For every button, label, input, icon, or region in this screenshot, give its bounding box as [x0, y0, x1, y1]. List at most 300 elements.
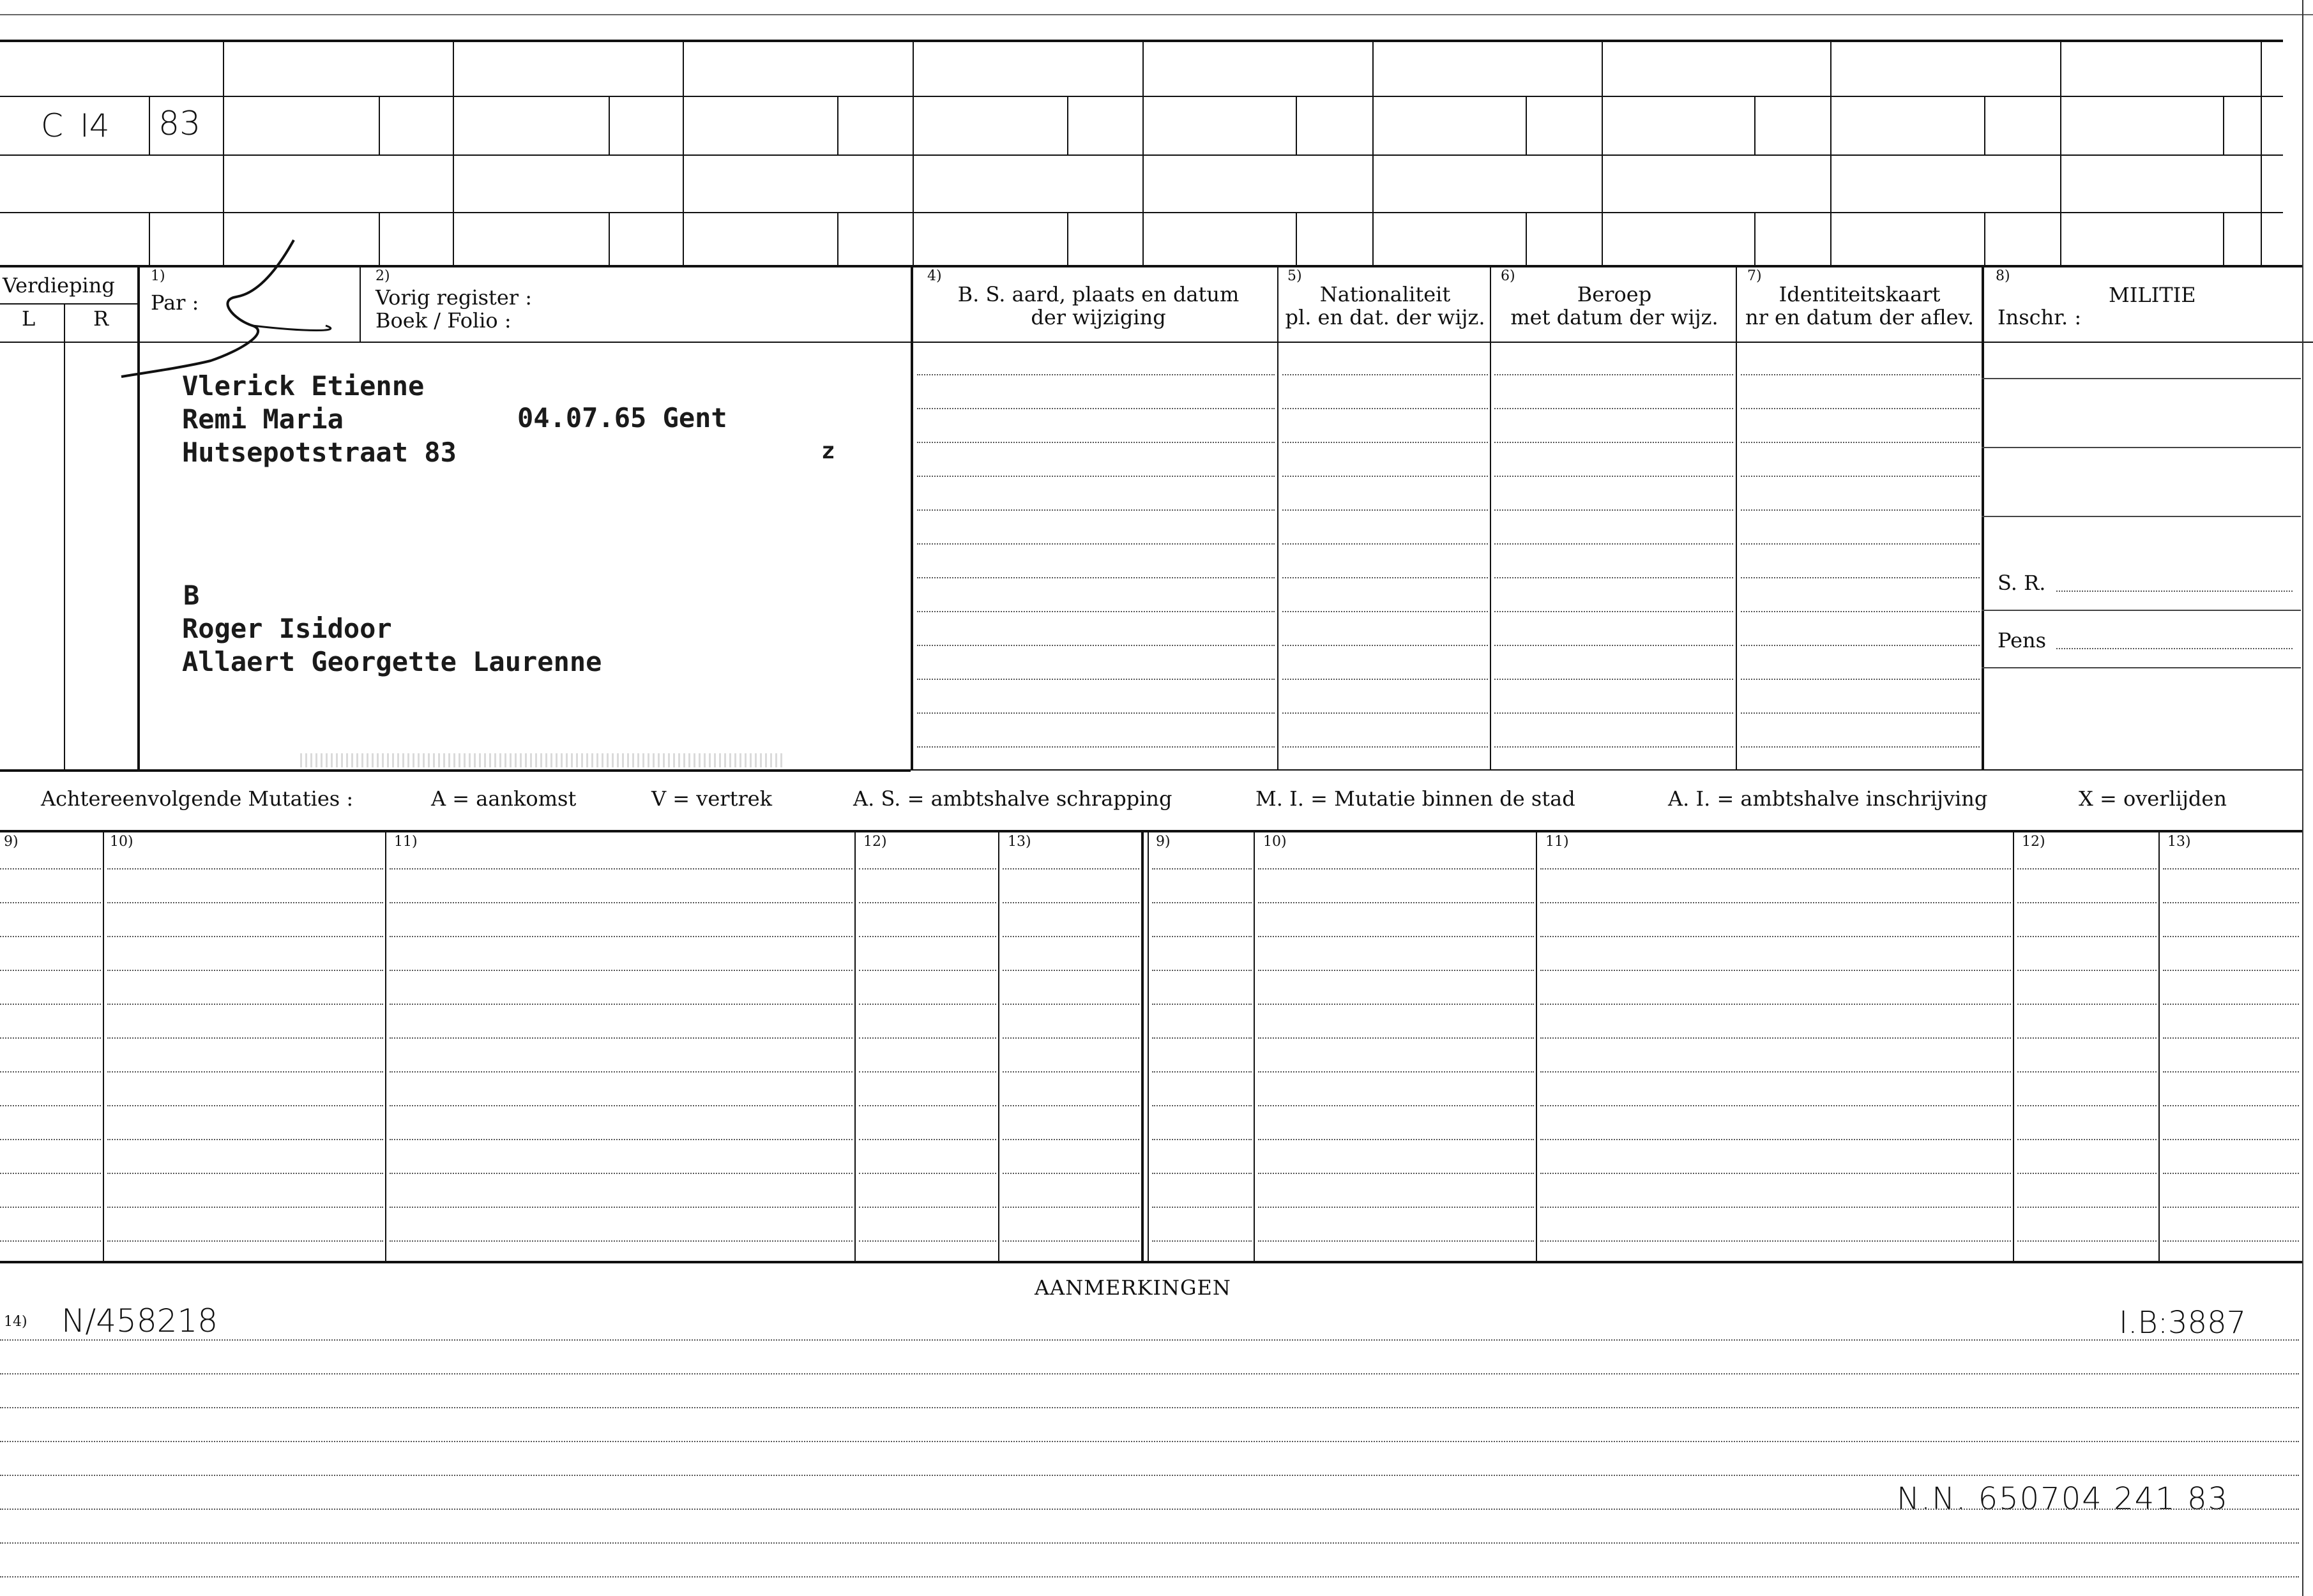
dotted-rule [390, 936, 853, 937]
dotted-rule [2163, 1071, 2299, 1073]
dotted-rule [1258, 1207, 1534, 1208]
top-grid-tick [1526, 212, 1527, 265]
dotted-rule [1152, 970, 1252, 971]
top-grid-tick [1754, 212, 1756, 265]
dotted-rule [1494, 645, 1733, 646]
dotted-rule [1494, 408, 1733, 409]
code-letter: C [41, 107, 63, 144]
dotted-rule [1258, 1105, 1534, 1106]
mut-col-divider [2158, 830, 2160, 1261]
mut-col-10-left: 10) [110, 834, 133, 850]
dotted-rule [107, 1139, 383, 1140]
mother-name: Allaert Georgette Laurenne [182, 646, 602, 677]
dotted-rule [1494, 442, 1733, 443]
mut-col-divider [1254, 830, 1255, 1261]
mut-col-divider [385, 830, 386, 1261]
dotted-rule [2163, 1037, 2299, 1039]
code-number: I4 [80, 107, 110, 144]
dotted-rule [0, 1542, 2299, 1544]
dotted-rule [859, 868, 996, 870]
dotted-rule [390, 902, 853, 903]
dotted-rule [1741, 679, 1980, 680]
col1-label: Par : [151, 290, 199, 315]
dotted-rule [1258, 1240, 1534, 1242]
dotted-rule [1152, 1004, 1252, 1005]
col6-label [1492, 283, 1737, 329]
dotted-rule [1152, 1173, 1252, 1174]
mut-col-divider [2013, 830, 2014, 1261]
militie-pens-label: Pens [1998, 628, 2047, 652]
dotted-rule [917, 611, 1275, 612]
remarks-title: AANMERKINGEN [1035, 1276, 1231, 1300]
dotted-rule [1152, 868, 1252, 870]
top-grid-vline [1142, 40, 1144, 265]
dotted-rule [1003, 868, 1139, 870]
top-grid-tick [1067, 212, 1068, 265]
dotted-rule [2017, 1139, 2157, 1140]
dotted-rule [0, 1139, 101, 1140]
dotted-rule [1003, 1207, 1139, 1208]
mut-center-divider [1141, 830, 1144, 1261]
dotted-rule [0, 1475, 2299, 1476]
dotted-rule [1494, 476, 1733, 477]
dotted-rule [1152, 902, 1252, 903]
dotted-rule [1540, 1139, 2011, 1140]
top-edge-line [0, 14, 2313, 15]
dotted-rule [1282, 577, 1488, 578]
dotted-rule [1282, 408, 1488, 409]
dotted-rule [2163, 936, 2299, 937]
top-grid-vline [223, 40, 224, 265]
dotted-rule [917, 712, 1275, 714]
dotted-rule [1741, 746, 1980, 748]
dotted-rule [107, 970, 383, 971]
col1-number: 1) [151, 268, 165, 284]
dotted-rule [1003, 1004, 1139, 1005]
dotted-rule [1494, 712, 1733, 714]
dotted-rule [2163, 1173, 2299, 1174]
militie-line [1982, 378, 2301, 379]
dotted-rule [1741, 712, 1980, 714]
dotted-rule [1494, 679, 1733, 680]
mut-col-divider [998, 830, 999, 1261]
dotted-rule [1282, 611, 1488, 612]
body-bottom-line [911, 769, 2303, 771]
top-grid-tick [1984, 212, 1985, 265]
dotted-rule [1540, 970, 2011, 971]
dotted-rule [1494, 374, 1733, 375]
dotted-rule [917, 543, 1275, 545]
dotted-rule [859, 1071, 996, 1073]
col5-line2: pl. en dat. der wijz. [1285, 305, 1485, 329]
dotted-rule [1494, 543, 1733, 545]
dotted-rule [0, 868, 101, 870]
dotted-rule [1258, 1173, 1534, 1174]
top-grid-vline [1602, 40, 1603, 265]
mutations-bottom-border [0, 1261, 2302, 1263]
person-birth: 04.07.65 Gent [517, 402, 727, 433]
legend-a: A = aankomst [431, 787, 577, 811]
verdieping-label: Verdieping [3, 273, 115, 297]
mut-col-11-right: 11) [1545, 834, 1569, 850]
scan-smudge [300, 753, 785, 767]
dotted-rule [917, 746, 1275, 748]
top-grid-tick [2223, 96, 2224, 154]
top-grid-tick [1067, 96, 1068, 154]
col2-line2: Boek / Folio : [375, 308, 512, 333]
top-grid-vline [913, 40, 914, 265]
dotted-rule [0, 1004, 101, 1005]
mut-col-12-left: 12) [863, 834, 887, 850]
top-grid-tick [149, 96, 150, 154]
mut-col-9-left: 9) [4, 834, 19, 850]
dotted-rule [917, 679, 1275, 680]
top-grid-tick [1754, 96, 1756, 154]
dotted-rule [390, 970, 853, 971]
body-bottom-mid [137, 769, 911, 772]
dotted-rule [390, 1240, 853, 1242]
col6-line2: met datum der wijz. [1510, 305, 1718, 329]
dotted-rule [1003, 970, 1139, 971]
dotted-rule [1003, 1071, 1139, 1073]
dotted-rule [1003, 1105, 1139, 1106]
dotted-rule [390, 1071, 853, 1073]
col2-number: 2) [375, 268, 390, 284]
dotted-rule [0, 1509, 2299, 1510]
dotted-rule [1282, 712, 1488, 714]
dotted-rule [1152, 936, 1252, 937]
dotted-rule [859, 1004, 996, 1005]
dotted-rule [0, 936, 101, 937]
dotted-rule [859, 1173, 996, 1174]
dotted-rule [2017, 1207, 2157, 1208]
dotted-rule [1258, 1037, 1534, 1039]
top-grid-line [0, 154, 2283, 156]
par-scribble-mark [115, 236, 409, 383]
dotted-rule [1258, 1004, 1534, 1005]
militie-line [1982, 516, 2301, 517]
top-grid-vline [2060, 40, 2061, 265]
top-grid-tick [1984, 96, 1985, 154]
body-bottom-left [0, 769, 137, 772]
dotted-rule [0, 1441, 2299, 1442]
dotted-rule [1258, 902, 1534, 903]
col5-number: 5) [1287, 268, 1302, 284]
militie-sr-label: S. R. [1998, 571, 2046, 595]
mut-col-10-right: 10) [1263, 834, 1287, 850]
dotted-rule [2163, 1240, 2299, 1242]
col7-line1: Identiteitskaart [1778, 282, 1941, 306]
militie-line [1982, 610, 2301, 611]
dotted-rule [859, 1037, 996, 1039]
dotted-rule [1741, 408, 1980, 409]
dotted-rule [2163, 868, 2299, 870]
dotted-rule [2163, 902, 2299, 903]
dotted-rule [1258, 868, 1534, 870]
father-name: Roger Isidoor [182, 613, 392, 644]
header-bottom-line [139, 342, 2313, 343]
dotted-rule [1282, 374, 1488, 375]
dotted-rule [2017, 902, 2157, 903]
top-grid-tick [609, 96, 610, 154]
top-grid-line [0, 96, 2283, 97]
top-grid-vline [453, 40, 454, 265]
col2-line1: Vorig register : [375, 285, 533, 310]
col-divider-8 [1982, 265, 1984, 769]
dotted-rule [1152, 1071, 1252, 1073]
top-grid-tick [609, 212, 610, 265]
dotted-rule [1003, 1173, 1139, 1174]
dotted-rule [859, 902, 996, 903]
dotted-rule [1741, 543, 1980, 545]
dotted-rule [2017, 936, 2157, 937]
remarks-reference: N/458218 [61, 1302, 218, 1339]
legend-mi: M. I. = Mutatie binnen de stad [1255, 787, 1575, 811]
legend-ai: A. I. = ambtshalve inschrijving [1668, 787, 1988, 811]
dotted-rule [1741, 577, 1980, 578]
dotted-rule [917, 442, 1275, 443]
dotted-rule [859, 970, 996, 971]
dotted-rule [2163, 1105, 2299, 1106]
dotted-rule [2017, 868, 2157, 870]
dotted-rule [1282, 442, 1488, 443]
dotted-rule [1152, 1037, 1252, 1039]
dotted-rule [1152, 1240, 1252, 1242]
dotted-rule [1282, 746, 1488, 748]
militie-line [1982, 667, 2301, 668]
remarks-national-number: N.N. 650704 241 83 [1897, 1481, 2229, 1517]
dotted-rule [390, 1207, 853, 1208]
mut-col-13-left: 13) [1008, 834, 1031, 850]
dotted-rule [0, 1173, 101, 1174]
top-grid-vline [1830, 40, 1831, 265]
dotted-rule [107, 1240, 383, 1242]
dotted-rule [107, 1037, 383, 1039]
top-grid-tick [1296, 96, 1297, 154]
top-grid-border [0, 40, 2283, 42]
dotted-rule [1741, 611, 1980, 612]
dotted-rule [1282, 645, 1488, 646]
dotted-rule [1540, 1071, 2011, 1073]
dotted-rule [1152, 1139, 1252, 1140]
col8-title: MILITIE [2109, 283, 2196, 307]
dotted-rule [1282, 476, 1488, 477]
dotted-rule [917, 577, 1275, 578]
dotted-rule [859, 1105, 996, 1106]
dotted-rule [2163, 1139, 2299, 1140]
dotted-rule [1494, 509, 1733, 511]
mut-col-11-left: 11) [394, 834, 418, 850]
person-name-line2: Remi Maria [182, 403, 344, 435]
dotted-rule [390, 1173, 853, 1174]
mut-col-13-right: 13) [2167, 834, 2191, 850]
dotted-rule [0, 1339, 2299, 1341]
dotted-rule [1003, 1240, 1139, 1242]
dotted-rule [1741, 509, 1980, 511]
verdieping-r-label: R [93, 306, 109, 331]
col7-line2: nr en datum der aflev. [1745, 305, 1975, 329]
dotted-rule [1741, 476, 1980, 477]
col5-line1: Nationaliteit [1319, 282, 1451, 306]
dotted-rule [1494, 611, 1733, 612]
dotted-rule [1540, 1240, 2011, 1242]
legend-x: X = overlijden [2079, 787, 2227, 811]
person-address: Hutsepotstraat 83 [182, 437, 457, 468]
dotted-rule [0, 1207, 101, 1208]
col8-inschr: Inschr. : [1998, 305, 2082, 329]
top-grid-tick [837, 212, 838, 265]
dotted-rule [107, 1105, 383, 1106]
dotted-rule [1258, 1139, 1534, 1140]
top-grid-vline [683, 40, 684, 265]
militie-pens-line [2056, 648, 2293, 649]
dotted-rule [2017, 1173, 2157, 1174]
dotted-rule [390, 1105, 853, 1106]
dotted-rule [1540, 1037, 2011, 1039]
dotted-rule [0, 1037, 101, 1039]
house-number: 83 [158, 105, 201, 143]
dotted-rule [1540, 902, 2011, 903]
dotted-rule [390, 1004, 853, 1005]
dotted-rule [0, 1576, 2299, 1577]
dotted-rule [859, 1207, 996, 1208]
dotted-rule [0, 970, 101, 971]
col5-label [1280, 283, 1490, 329]
dotted-rule [1282, 509, 1488, 511]
legend-as: A. S. = ambtshalve schrapping [853, 787, 1172, 811]
dotted-rule [1003, 1139, 1139, 1140]
dotted-rule [1258, 936, 1534, 937]
dotted-rule [1741, 374, 1980, 375]
legend-v: V = vertrek [651, 787, 773, 811]
top-grid-tick [2223, 212, 2224, 265]
dotted-rule [107, 902, 383, 903]
dotted-rule [1540, 1207, 2011, 1208]
verdieping-l-label: L [22, 306, 36, 331]
dotted-rule [107, 1071, 383, 1073]
col-divider-5 [1277, 265, 1278, 769]
dotted-rule [107, 1207, 383, 1208]
dotted-rule [1540, 1173, 2011, 1174]
dotted-rule [2017, 1240, 2157, 1242]
dotted-rule [2017, 1071, 2157, 1073]
top-grid-tick [379, 96, 380, 154]
dotted-rule [1152, 1105, 1252, 1106]
dotted-rule [917, 476, 1275, 477]
dotted-rule [2017, 1105, 2157, 1106]
legend-title: Achtereenvolgende Mutaties : [41, 787, 354, 811]
dotted-rule [1152, 1207, 1252, 1208]
militie-line [1982, 447, 2301, 448]
dotted-rule [0, 902, 101, 903]
col4-number: 4) [927, 268, 942, 284]
dotted-rule [107, 936, 383, 937]
dotted-rule [1741, 645, 1980, 646]
mut-col-divider [103, 830, 104, 1261]
dotted-rule [390, 1139, 853, 1140]
dotted-rule [0, 1240, 101, 1242]
col6-number: 6) [1501, 268, 1515, 284]
remarks-ib-number: I.B:3887 [2119, 1305, 2247, 1341]
dotted-rule [1282, 679, 1488, 680]
dotted-rule [1003, 936, 1139, 937]
top-grid-line [0, 212, 2283, 213]
dotted-rule [390, 1037, 853, 1039]
dotted-rule [1003, 1037, 1139, 1039]
dotted-rule [917, 408, 1275, 409]
dotted-rule [107, 868, 383, 870]
dotted-rule [2017, 970, 2157, 971]
mutations-top-border [0, 830, 2302, 832]
top-grid-vline [1372, 40, 1374, 265]
dotted-rule [859, 1240, 996, 1242]
person-marker: z [821, 438, 835, 464]
dotted-rule [859, 1139, 996, 1140]
col-divider-6 [1490, 265, 1491, 769]
dotted-rule [1540, 936, 2011, 937]
dotted-rule [2163, 970, 2299, 971]
dotted-rule [107, 1004, 383, 1005]
dotted-rule [1258, 970, 1534, 971]
dotted-rule [859, 936, 996, 937]
dotted-rule [1258, 1071, 1534, 1073]
col8-number: 8) [1996, 268, 2010, 284]
dotted-rule [0, 1071, 101, 1073]
dotted-rule [917, 509, 1275, 511]
dotted-rule [0, 1373, 2299, 1374]
militie-sr-line [2056, 591, 2293, 592]
dotted-rule [1494, 577, 1733, 578]
mut-col-divider [1536, 830, 1537, 1261]
dotted-rule [1540, 1105, 2011, 1106]
dotted-rule [0, 1105, 101, 1106]
dotted-rule [2017, 1004, 2157, 1005]
col7-number: 7) [1747, 268, 1762, 284]
mut-center-divider [1148, 830, 1149, 1261]
dotted-rule [2163, 1004, 2299, 1005]
dotted-rule [1741, 442, 1980, 443]
dotted-rule [1540, 868, 2011, 870]
col-divider-7 [1736, 265, 1737, 769]
mut-col-divider [854, 830, 856, 1261]
top-grid-tick [1296, 212, 1297, 265]
dotted-rule [1494, 746, 1733, 748]
dotted-rule [107, 1173, 383, 1174]
dotted-rule [390, 868, 853, 870]
mut-col-12-right: 12) [2022, 834, 2045, 850]
dotted-rule [2163, 1207, 2299, 1208]
dotted-rule [1003, 902, 1139, 903]
top-grid-tick [837, 96, 838, 154]
dotted-rule [1282, 543, 1488, 545]
top-grid-vline [2261, 40, 2262, 265]
dotted-rule [1540, 1004, 2011, 1005]
col6-line1: Beroep [1577, 282, 1652, 306]
dotted-rule [0, 1407, 2299, 1408]
mut-col-9-right: 9) [1156, 834, 1171, 850]
person-name-line1: Vlerick Etienne [182, 370, 425, 402]
right-edge-line [2302, 0, 2303, 1596]
parent-marker: B [183, 580, 200, 611]
col-divider-4 [911, 265, 913, 769]
col-divider-l-r [64, 303, 65, 769]
dotted-rule [917, 645, 1275, 646]
col4-line2: der wijziging [1031, 305, 1166, 329]
col4-label [920, 283, 1277, 329]
col4-line1: B. S. aard, plaats en datum [957, 282, 1240, 306]
top-grid-tick [1526, 96, 1527, 154]
col7-label [1737, 283, 1982, 329]
